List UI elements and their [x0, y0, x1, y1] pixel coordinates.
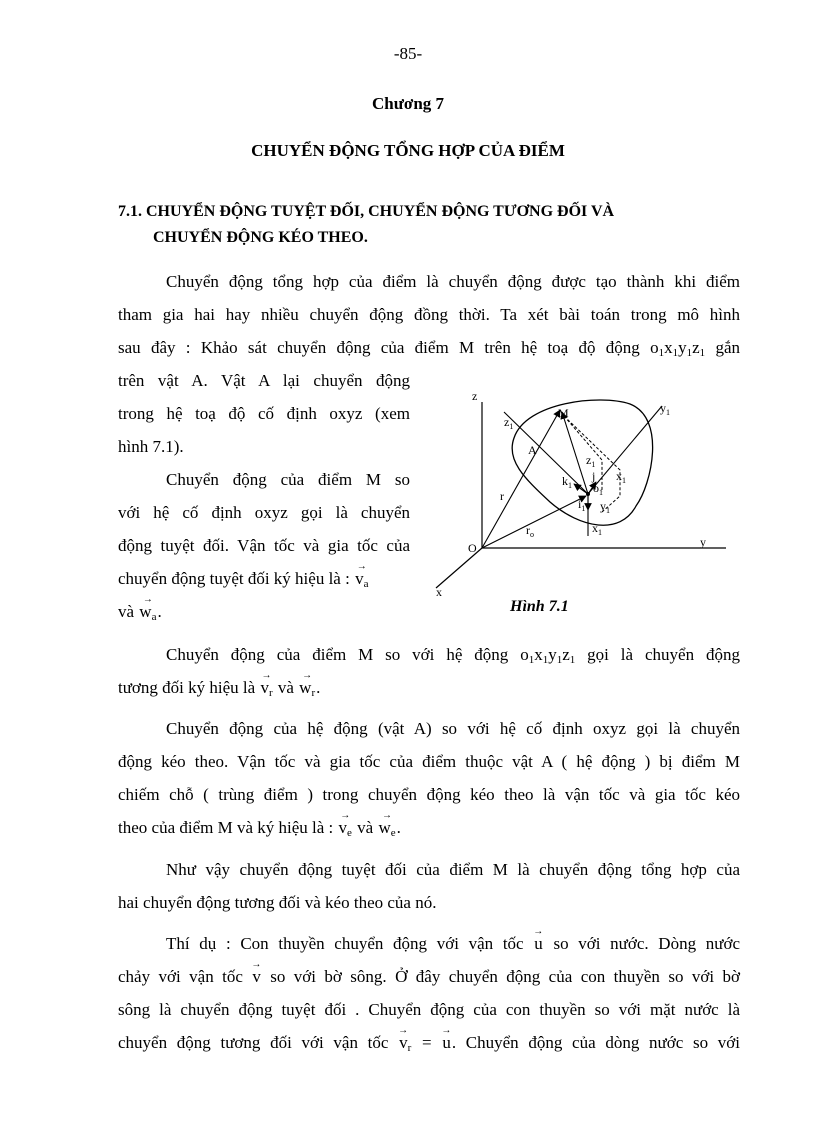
- vector-ro: [482, 496, 586, 548]
- symbol-u-eq: → u: [441, 1032, 452, 1054]
- paragraph-1-line-1: Chuyển động tổng hợp của điểm là chuyển động được tạo thành khi điểm: [166, 272, 740, 291]
- paragraph-2-line-5: và → $w_a$.: [118, 601, 162, 623]
- paragraph-3-line-1: Chuyển động của điểm M so với hệ động $o_1x_1y_1z_1$ gọi là chuyển động: [166, 645, 740, 666]
- symbol-v: → v: [251, 966, 262, 988]
- origin-o1: [586, 492, 590, 496]
- figure-7-1: [430, 388, 742, 598]
- paragraph-2-line-4: chuyển động tuyệt đối ký hiệu là : → $v_a$: [118, 568, 369, 590]
- vector-r: [482, 410, 560, 548]
- chapter-title: CHUYỂN ĐỘNG TỔNG HỢP CỦA ĐIỂM: [251, 141, 565, 160]
- figure-caption: Hình 7.1: [510, 598, 569, 615]
- paragraph-5-line-2: hai chuyển động tương đối và kéo theo của nó.: [118, 893, 437, 912]
- chapter-label: Chương 7: [371, 94, 445, 113]
- label-z: z: [472, 389, 478, 403]
- paragraph-6-line-3: sông là chuyển động tuyệt đối . Chuyển động của con thuyền so với mặt nước là: [118, 1000, 740, 1019]
- symbol-v-e: → $v_e$: [338, 817, 353, 839]
- figure-diagram: [430, 388, 742, 598]
- paragraph-6-line-4: chuyển động tương đối với vận tốc → $v_r$ = → u. Chuyển động của dòng nước so với: [118, 1032, 740, 1054]
- label-j1: j: [592, 469, 596, 483]
- paragraph-4-line-3: chiếm chỗ ( trùng điểm ) trong chuyển động kéo theo là vận tốc và gia tốc kéo: [118, 785, 740, 804]
- label-r: r: [500, 489, 504, 503]
- paragraph-2-line-2: với hệ cố định oxyz gọi là chuyển: [118, 503, 410, 522]
- label-x: x: [436, 585, 442, 599]
- paragraph-3-line-2: tương đối ký hiệu là → $v_r$ và → $w_r$.: [118, 677, 320, 699]
- symbol-w-a: → $w_a$: [138, 601, 157, 623]
- section-heading-line1: 7.1. CHUYỂN ĐỘNG TUYỆT ĐỐI, CHUYỂN ĐỘNG TƯƠNG ĐỐI VÀ: [118, 203, 615, 220]
- label-y: y: [700, 535, 706, 549]
- symbol-w-e: → $w_e$: [377, 817, 396, 839]
- label-i1: $i_1$: [578, 497, 586, 513]
- paragraph-1-line-5: trong hệ toạ độ cố định oxyz (xem: [118, 404, 410, 423]
- label-O: O: [468, 541, 477, 555]
- paragraph-6-line-2: chảy với vận tốc → v so với bờ sông. Ở đây chuyển động của con thuyền so với bờ: [118, 966, 740, 988]
- paragraph-4-line-2: động kéo theo. Vận tốc và gia tốc của điểm thuộc vật A ( hệ động ) bị điểm M: [118, 752, 740, 771]
- label-o1: $o_1$: [593, 481, 603, 497]
- paragraph-1-line-3: sau đây : Khảo sát chuyển động của điểm M trên hệ toạ độ động $o_1x_1y_1z_1$ gắn: [118, 338, 740, 359]
- label-x1-mid: $x_1$: [616, 469, 626, 485]
- label-A: A: [528, 443, 537, 457]
- symbol-v-r: → $v_r$: [259, 677, 273, 699]
- paragraph-1-line-6: hình 7.1).: [118, 437, 184, 456]
- label-ro: $r_o$: [526, 523, 534, 539]
- symbol-w-r: → $w_r$: [298, 677, 316, 699]
- label-k1: $k_1$: [562, 474, 572, 490]
- label-y1-mid: $y_1$: [600, 499, 610, 515]
- paragraph-2-line-1: Chuyển động của điểm M so: [166, 470, 410, 489]
- page-number: -85-: [393, 44, 423, 63]
- paragraph-6-line-1: Thí dụ : Con thuyền chuyển động với vận tốc → u so với nước. Dòng nước: [166, 933, 740, 955]
- symbol-v-a: → $v_a$: [354, 568, 369, 590]
- section-heading-line2: CHUYỂN ĐỘNG KÉO THEO.: [153, 229, 368, 246]
- symbol-v-r-eq: → $v_r$: [398, 1032, 412, 1054]
- paragraph-1-line-4: trên vật A. Vật A lại chuyển động: [118, 371, 410, 390]
- symbol-u: → u: [533, 933, 544, 955]
- label-M: M: [558, 406, 569, 420]
- label-x1-bot: $x_1$: [592, 521, 602, 537]
- paragraph-4-line-4: theo của điểm M và ký hiệu là : → $v_e$ và → $w_e$.: [118, 817, 401, 839]
- paragraph-2-line-3: động tuyệt đối. Vận tốc và gia tốc của: [118, 536, 410, 555]
- paragraph-1-line-2: tham gia hai hay nhiều chuyển động đồng thời. Ta xét bài toán trong mô hình: [118, 305, 740, 324]
- paragraph-4-line-1: Chuyển động của hệ động (vật A) so với hệ cố định oxyz gọi là chuyển: [166, 719, 740, 738]
- label-y1-top: $y_1$: [660, 401, 670, 417]
- label-z1-mid: $z_1$: [586, 453, 596, 469]
- label-z1-top: $z_1$: [504, 415, 514, 431]
- paragraph-5-line-1: Như vậy chuyển động tuyệt đối của điểm M là chuyển động tổng hợp của: [166, 860, 740, 879]
